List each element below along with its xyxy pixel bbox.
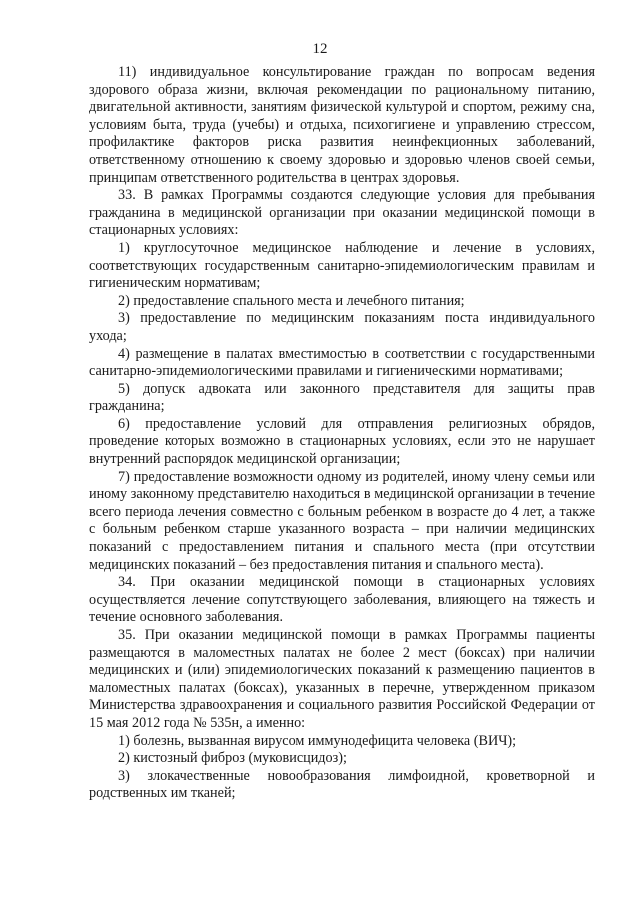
page-number: 12 (312, 41, 328, 57)
paragraph-condition-7: 7) предоставление возможности одному из родителей, иному члену семьи или иному законному представителю находиться в медицинской организации в течение всего периода лечения совместно с больным ребенком в возрасте до 4 лет, а также с больным ребенком старше указанного возраста – при наличии медицинских показаний с предоставлением питания и спального места (при отсутствии медицинских показаний – без предоставления питания и спального места). (89, 468, 595, 573)
paragraph-condition-6: 6) предоставление условий для отправления религиозных обрядов, проведение которых возможно в стационарных условиях, если это не нарушает внутренний распорядок медицинской организации; (89, 415, 595, 468)
paragraph-condition-1: 1) круглосуточное медицинское наблюдение и лечение в условиях, соответствующих государственным санитарно-эпидемиологическим правилам и гигиеническим нормативам; (89, 239, 595, 292)
paragraph-condition-5: 5) допуск адвоката или законного представителя для защиты прав гражданина; (89, 380, 595, 415)
paragraph-condition-4: 4) размещение в палатах вместимостью в соответствии с государственными санитарно-эпидемиологическими правилами и гигиеническими нормативами; (89, 345, 595, 380)
paragraph-disease-2: 2) кистозный фиброз (муковисцидоз); (118, 750, 347, 767)
paragraph-clause-35: 35. При оказании медицинской помощи в рамках Программы пациенты размещаются в маломестных палатах не более 2 мест (боксах) при наличии медицинских и (или) эпидемиологических показаний к размещению пациентов в маломестных палатах (боксах), указанных в перечне, утвержденном приказом Министерства здравоохранения и социального развития Российской Федерации от 15 мая 2012 года № 535н, а именно: (89, 627, 595, 731)
paragraph-clause-34: 34. При оказании медицинской помощи в стационарных условиях осуществляется лечение сопутствующего заболевания, влияющего на тяжесть и течение основного заболевания. (89, 574, 595, 626)
paragraph-item-11: 11) индивидуальное консультирование граждан по вопросам ведения здорового образа жизни, включая рекомендации по рациональному питанию, двигательной активности, занятиям физической культурой и спортом, режиму сна, условиям быта, труда (учебы) и отдыха, психогигиене и управлению стрессом, профилактике факторов риска развития неинфекционных заболеваний, ответственному отношению к своему здоровью и здоровью членов своей семьи, принципам ответственного родительства в центрах здоровья. (89, 64, 595, 186)
paragraph-condition-3: 3) предоставление по медицинским показаниям поста индивидуального ухода; (89, 310, 595, 344)
paragraph-disease-3: 3) злокачественные новообразования лимфоидной, кроветворной и родственных им тканей; (89, 767, 595, 802)
paragraph-clause-33: 33. В рамках Программы создаются следующие условия для пребывания гражданина в медицинской организации при оказании медицинской помощи в стационарных условиях: (89, 187, 595, 239)
paragraph-disease-1: 1) болезнь, вызванная вирусом иммунодефицита человека (ВИЧ); (118, 732, 517, 749)
document-body (89, 64, 595, 803)
paragraph-condition-2: 2) предоставление спального места и лечебного питания; (118, 292, 465, 309)
